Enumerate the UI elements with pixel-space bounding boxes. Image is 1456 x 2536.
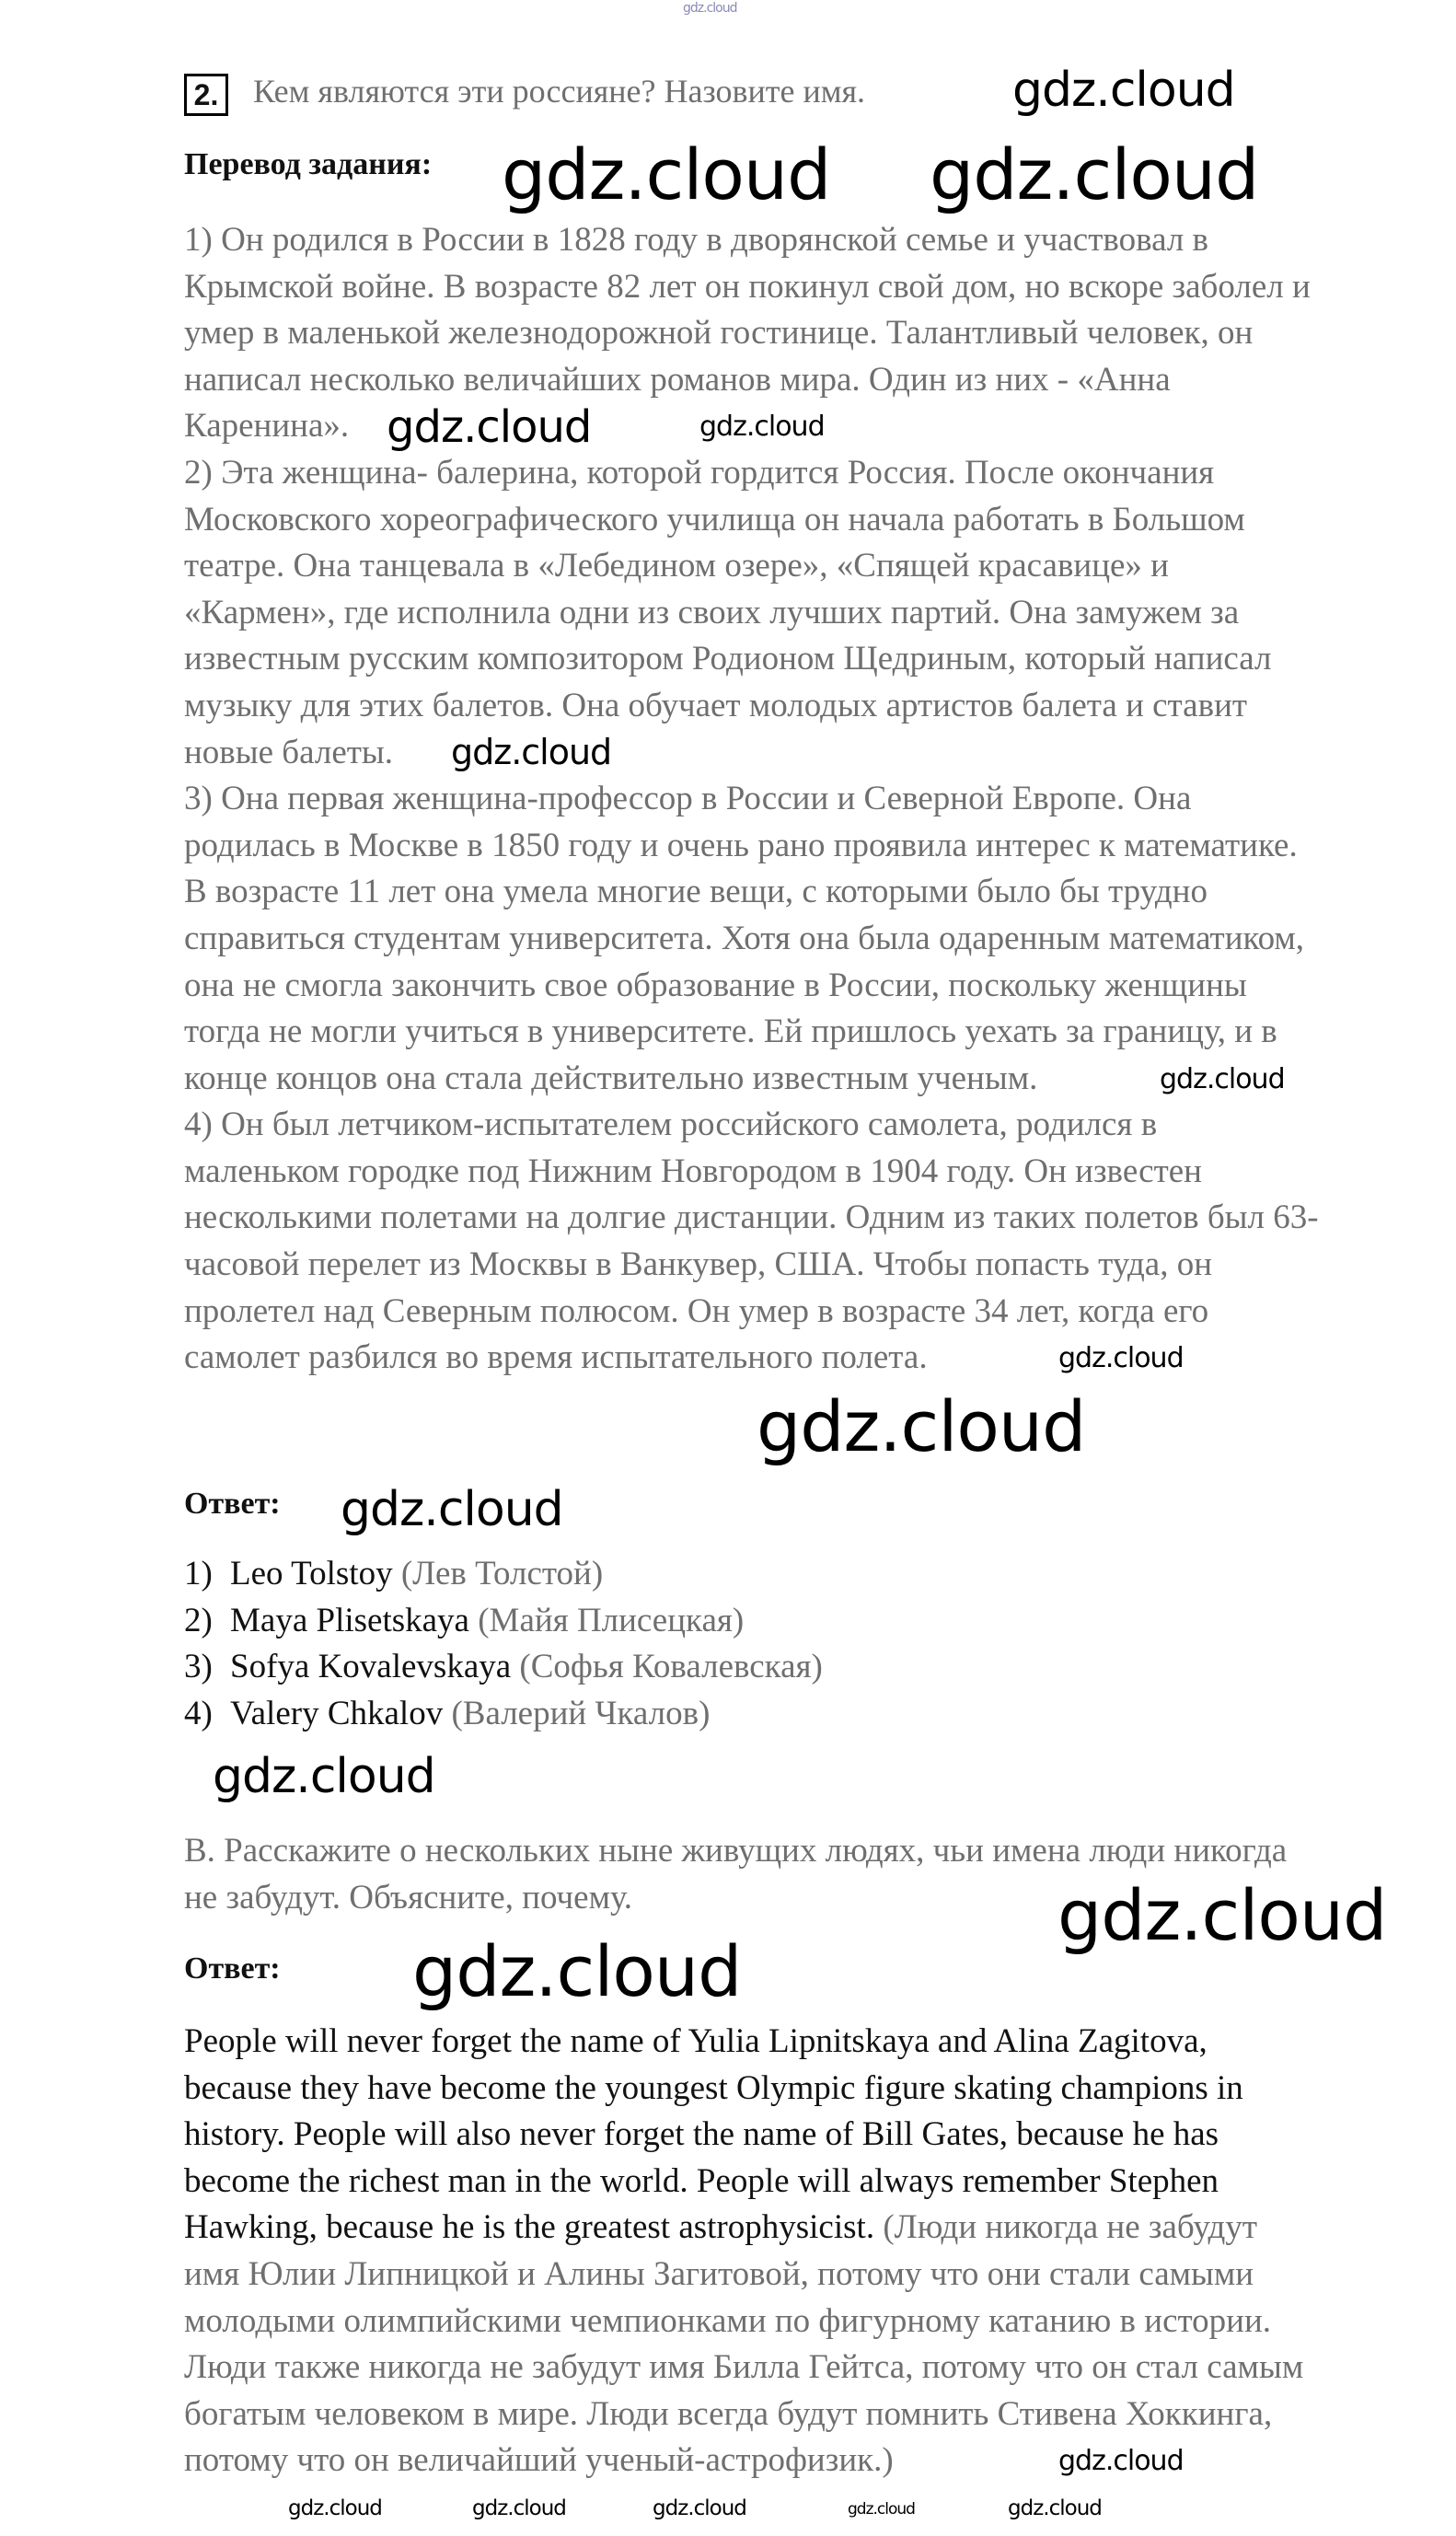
watermark: gdz.cloud <box>848 2500 915 2519</box>
text-line: 3) Она первая женщина-профессор в России и Северной Европе. Она <box>184 780 1192 818</box>
text-line: умер в маленькой железнодорожной гостинице. Талантливый человек, он <box>184 314 1254 353</box>
answer-line <box>184 2112 1303 2159</box>
english-text: People will never forget the name of Yulia Lipnitskaya and Alina Zagitova, <box>184 2022 1208 2060</box>
translation-text <box>184 217 1319 1382</box>
answer-heading: Ответ: <box>184 1487 281 1521</box>
answer-line <box>184 2299 1303 2345</box>
watermark: gdz.cloud <box>1008 2496 1102 2520</box>
text-line: театре. Она танцевала в «Лебедином озере», «Спящей красавице» и <box>184 547 1169 585</box>
answer-item <box>184 1598 823 1645</box>
watermark: gdz.cloud <box>1058 1342 1184 1374</box>
text-line: Московского хореографического училища он начала работать в Большом <box>184 500 1245 538</box>
text-line: 2) Эта женщина- балерина, которой гордится Россия. После окончания <box>184 453 1215 492</box>
answer-line <box>184 2066 1303 2113</box>
text-line: новые балеты. <box>184 733 394 771</box>
english-text: because they have become the youngest Olympic figure skating champions in <box>184 2068 1243 2107</box>
russian-text: молодыми олимпийскими чемпионками по фигурному катанию в истории. <box>184 2301 1272 2340</box>
text-line: известным русским композитором Родионом Щедриным, который написал <box>184 640 1272 678</box>
task-number-box: 2. <box>184 74 228 116</box>
answer-russian-name: (Валерий Чкалов) <box>451 1694 711 1732</box>
answer-number: 1) <box>184 1555 213 1592</box>
answer-line <box>184 2345 1303 2391</box>
russian-text: Люди также никогда не забудут имя Билла Гейтса, потому что он стал самым <box>184 2348 1304 2387</box>
text-line: B. Расскажите о нескольких ныне живущих людях, чьи имена люди никогда <box>184 1832 1288 1870</box>
text-line: музыку для этих балетов. Она обучает молодых артистов балета и ставит <box>184 686 1248 724</box>
watermark: gdz.cloud <box>472 2496 566 2520</box>
answer-russian-name: (Майя Плисецкая) <box>478 1601 745 1639</box>
text-line: тогда не могли учиться в университете. Ей пришлось уехать за границу, и в <box>184 1013 1277 1051</box>
answer-english-name: Valery Chkalov <box>230 1694 444 1732</box>
watermark: gdz.cloud <box>213 1749 435 1804</box>
answer-line <box>184 2159 1303 2206</box>
answer-item <box>184 1691 823 1738</box>
answer-item <box>184 1644 823 1691</box>
text-line: конце концов она стала действительно известным ученым. <box>184 1059 1038 1097</box>
russian-text: (Люди никогда не забудут <box>874 2208 1258 2247</box>
answer-number: 4) <box>184 1694 213 1732</box>
answer-item <box>184 1551 823 1598</box>
answer-russian-name: (Софья Ковалевская) <box>519 1648 823 1686</box>
text-line: часовой перелет из Москвы в Ванкувер, США. Чтобы попасть туда, он <box>184 1245 1212 1284</box>
english-text: become the richest man in the world. People will always remember Stephen <box>184 2161 1219 2200</box>
task-b-answer-heading: Ответ: <box>184 1951 281 1986</box>
answer-line <box>184 2205 1303 2252</box>
answer-line <box>184 2019 1303 2066</box>
translation-heading: Перевод задания: <box>184 147 433 181</box>
text-line: маленьком городке под Нижним Новгородом в 1904 году. Он известен <box>184 1152 1202 1190</box>
watermark: gdz.cloud <box>451 732 612 772</box>
watermark: gdz.cloud <box>341 1482 563 1537</box>
text-line: она не смогла закончить свое образование в России, поскольку женщины <box>184 966 1247 1004</box>
text-line: написал несколько величайших романов мира. Один из них - «Анна <box>184 360 1171 399</box>
answer-list <box>184 1551 823 1737</box>
text-line: родилась в Москве в 1850 году и очень рано проявила интерес к математике. <box>184 826 1298 864</box>
text-line: Крымской войне. В возрасте 82 лет он покинул свой дом, но вскоре заболел и <box>184 267 1311 306</box>
text-line: самолет разбился во время испытательного полета. <box>184 1338 928 1377</box>
answer-english-name: Leo Tolstoy <box>230 1555 393 1592</box>
watermark: gdz.cloud <box>930 133 1259 215</box>
answer-english-name: Sofya Kovalevskaya <box>230 1648 512 1686</box>
text-line: не забудут. Объясните, почему. <box>184 1878 633 1916</box>
answer-number: 3) <box>184 1648 213 1686</box>
task-b-answer-text <box>184 2019 1303 2484</box>
text-line: В возрасте 11 лет она умела многие вещи, с которыми было бы трудно <box>184 873 1208 911</box>
watermark: gdz.cloud <box>1160 1063 1285 1095</box>
text-line: несколькими полетами на долгие дистанции. Одним из таких полетов был 63- <box>184 1199 1319 1237</box>
watermark: gdz.cloud <box>683 1 737 16</box>
text-line: 4) Он был летчиком-испытателем российского самолета, родился в <box>184 1106 1158 1144</box>
watermark: gdz.cloud <box>1058 2445 1184 2477</box>
russian-text: богатым человеком в мире. Люди всегда будут помнить Стивена Хоккинга, <box>184 2394 1273 2433</box>
english-text: Hawking, because he is the greatest astrophysicist. <box>184 2208 875 2247</box>
watermark: gdz.cloud <box>412 1930 742 2012</box>
watermark: gdz.cloud <box>1057 1874 1387 1956</box>
watermark: gdz.cloud <box>1012 63 1235 118</box>
text-line: 1) Он родился в России в 1828 году в дворянской семье и участвовал в <box>184 221 1208 259</box>
answer-number: 2) <box>184 1601 213 1639</box>
watermark: gdz.cloud <box>653 2496 746 2520</box>
russian-text: потому что он величайший ученый-астрофизик.) <box>184 2441 894 2480</box>
watermark: gdz.cloud <box>757 1385 1086 1467</box>
answer-english-name: Maya Plisetskaya <box>230 1601 469 1639</box>
text-line: справиться студентам университета. Хотя она была одаренным математиком, <box>184 919 1305 957</box>
answer-line <box>184 2391 1303 2438</box>
watermark: gdz.cloud <box>288 2496 382 2520</box>
text-line: Каренина». <box>184 407 350 446</box>
english-text: history. People will also never forget the name of Bill Gates, because he has <box>184 2115 1219 2154</box>
answer-line <box>184 2252 1303 2299</box>
text-line: «Кармен», где исполнила одни из своих лучших партий. Она замужем за <box>184 593 1240 631</box>
watermark: gdz.cloud <box>387 401 592 453</box>
task-question: Кем являются эти россияне? Назовите имя. <box>253 73 866 110</box>
russian-text: имя Юлии Липницкой и Алины Загитовой, потому что они стали самыми <box>184 2254 1254 2293</box>
watermark: gdz.cloud <box>502 133 831 215</box>
text-line: пролетел над Северным полюсом. Он умер в возрасте 34 лет, когда его <box>184 1291 1209 1330</box>
watermark: gdz.cloud <box>699 411 825 443</box>
answer-russian-name: (Лев Толстой) <box>400 1555 604 1592</box>
